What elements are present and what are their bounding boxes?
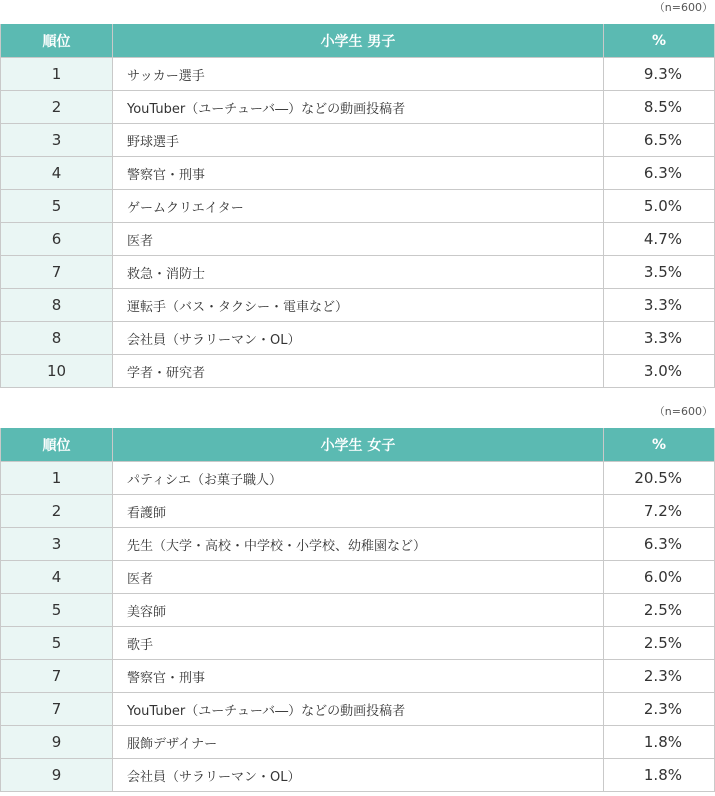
job-cell: 野球選手 xyxy=(113,124,604,157)
table-row xyxy=(1,660,715,693)
rank-cell: 4 xyxy=(1,561,113,594)
job-cell: ゲームクリエイター xyxy=(113,190,604,223)
table-row xyxy=(1,759,715,792)
table-row xyxy=(1,462,715,495)
boys-ranking-table xyxy=(0,24,715,388)
girls-ranking-table xyxy=(0,428,715,792)
percent-cell: 7.2% xyxy=(604,495,715,528)
sample-size-note: （n=600） xyxy=(653,405,713,418)
percent-cell: 3.3% xyxy=(604,322,715,355)
sample-size-note: （n=600） xyxy=(653,1,713,14)
percent-column-header: % xyxy=(604,24,715,58)
table-row xyxy=(1,157,715,190)
job-cell: 医者 xyxy=(113,561,604,594)
group-column-header: 小学生 女子 xyxy=(113,428,604,462)
table-row xyxy=(1,289,715,322)
table-row xyxy=(1,355,715,388)
group-column-header: 小学生 男子 xyxy=(113,24,604,58)
percent-cell: 3.3% xyxy=(604,289,715,322)
percent-cell: 5.0% xyxy=(604,190,715,223)
job-cell: YouTuber（ユーチューバ―）などの動画投稿者 xyxy=(113,693,604,726)
rank-cell: 5 xyxy=(1,190,113,223)
job-cell: サッカー選手 xyxy=(113,58,604,91)
job-cell: 歌手 xyxy=(113,627,604,660)
job-cell: 服飾デザイナー xyxy=(113,726,604,759)
table-header-row xyxy=(1,428,715,462)
rank-cell: 3 xyxy=(1,528,113,561)
percent-cell: 1.8% xyxy=(604,759,715,792)
job-cell: 医者 xyxy=(113,223,604,256)
table-row xyxy=(1,594,715,627)
rank-cell: 2 xyxy=(1,495,113,528)
percent-cell: 6.3% xyxy=(604,157,715,190)
percent-cell: 1.8% xyxy=(604,726,715,759)
percent-cell: 4.7% xyxy=(604,223,715,256)
job-cell: 警察官・刑事 xyxy=(113,660,604,693)
table-row xyxy=(1,190,715,223)
percent-cell: 3.5% xyxy=(604,256,715,289)
girls-ranking-section xyxy=(0,404,715,792)
table-row xyxy=(1,561,715,594)
job-cell: YouTuber（ユーチューバ―）などの動画投稿者 xyxy=(113,91,604,124)
job-cell: パティシエ（お菓子職人） xyxy=(113,462,604,495)
percent-cell: 8.5% xyxy=(604,91,715,124)
boys-ranking-section xyxy=(0,0,715,388)
rank-cell: 5 xyxy=(1,594,113,627)
table-row xyxy=(1,58,715,91)
rank-cell: 10 xyxy=(1,355,113,388)
job-cell: 救急・消防士 xyxy=(113,256,604,289)
job-cell: 運転手（バス・タクシー・電車など） xyxy=(113,289,604,322)
table-row xyxy=(1,495,715,528)
rank-cell: 6 xyxy=(1,223,113,256)
job-cell: 会社員（サラリーマン・OL） xyxy=(113,322,604,355)
percent-cell: 3.0% xyxy=(604,355,715,388)
rank-cell: 7 xyxy=(1,693,113,726)
rank-cell: 2 xyxy=(1,91,113,124)
girls-table-body xyxy=(1,462,715,792)
rank-column-header: 順位 xyxy=(1,428,113,462)
percent-cell: 2.3% xyxy=(604,693,715,726)
percent-cell: 2.3% xyxy=(604,660,715,693)
percent-cell: 2.5% xyxy=(604,627,715,660)
percent-cell: 20.5% xyxy=(604,462,715,495)
section-gap xyxy=(0,388,715,404)
table-row xyxy=(1,627,715,660)
table-header-row xyxy=(1,24,715,58)
rank-column-header: 順位 xyxy=(1,24,113,58)
rank-cell: 5 xyxy=(1,627,113,660)
boys-table-body xyxy=(1,58,715,388)
table-row xyxy=(1,528,715,561)
job-cell: 美容師 xyxy=(113,594,604,627)
percent-cell: 2.5% xyxy=(604,594,715,627)
rank-cell: 1 xyxy=(1,462,113,495)
rank-cell: 9 xyxy=(1,759,113,792)
table-row xyxy=(1,91,715,124)
table-row xyxy=(1,223,715,256)
rank-cell: 4 xyxy=(1,157,113,190)
rank-cell: 8 xyxy=(1,289,113,322)
job-cell: 先生（大学・高校・中学校・小学校、幼稚園など） xyxy=(113,528,604,561)
percent-cell: 9.3% xyxy=(604,58,715,91)
job-cell: 警察官・刑事 xyxy=(113,157,604,190)
rank-cell: 7 xyxy=(1,256,113,289)
table-row xyxy=(1,124,715,157)
rank-cell: 1 xyxy=(1,58,113,91)
percent-cell: 6.3% xyxy=(604,528,715,561)
job-cell: 会社員（サラリーマン・OL） xyxy=(113,759,604,792)
rank-cell: 9 xyxy=(1,726,113,759)
table-row xyxy=(1,322,715,355)
table-row xyxy=(1,726,715,759)
job-cell: 看護師 xyxy=(113,495,604,528)
percent-column-header: % xyxy=(604,428,715,462)
rank-cell: 3 xyxy=(1,124,113,157)
percent-cell: 6.5% xyxy=(604,124,715,157)
table-row xyxy=(1,693,715,726)
table-row xyxy=(1,256,715,289)
rank-cell: 8 xyxy=(1,322,113,355)
rank-cell: 7 xyxy=(1,660,113,693)
percent-cell: 6.0% xyxy=(604,561,715,594)
job-cell: 学者・研究者 xyxy=(113,355,604,388)
